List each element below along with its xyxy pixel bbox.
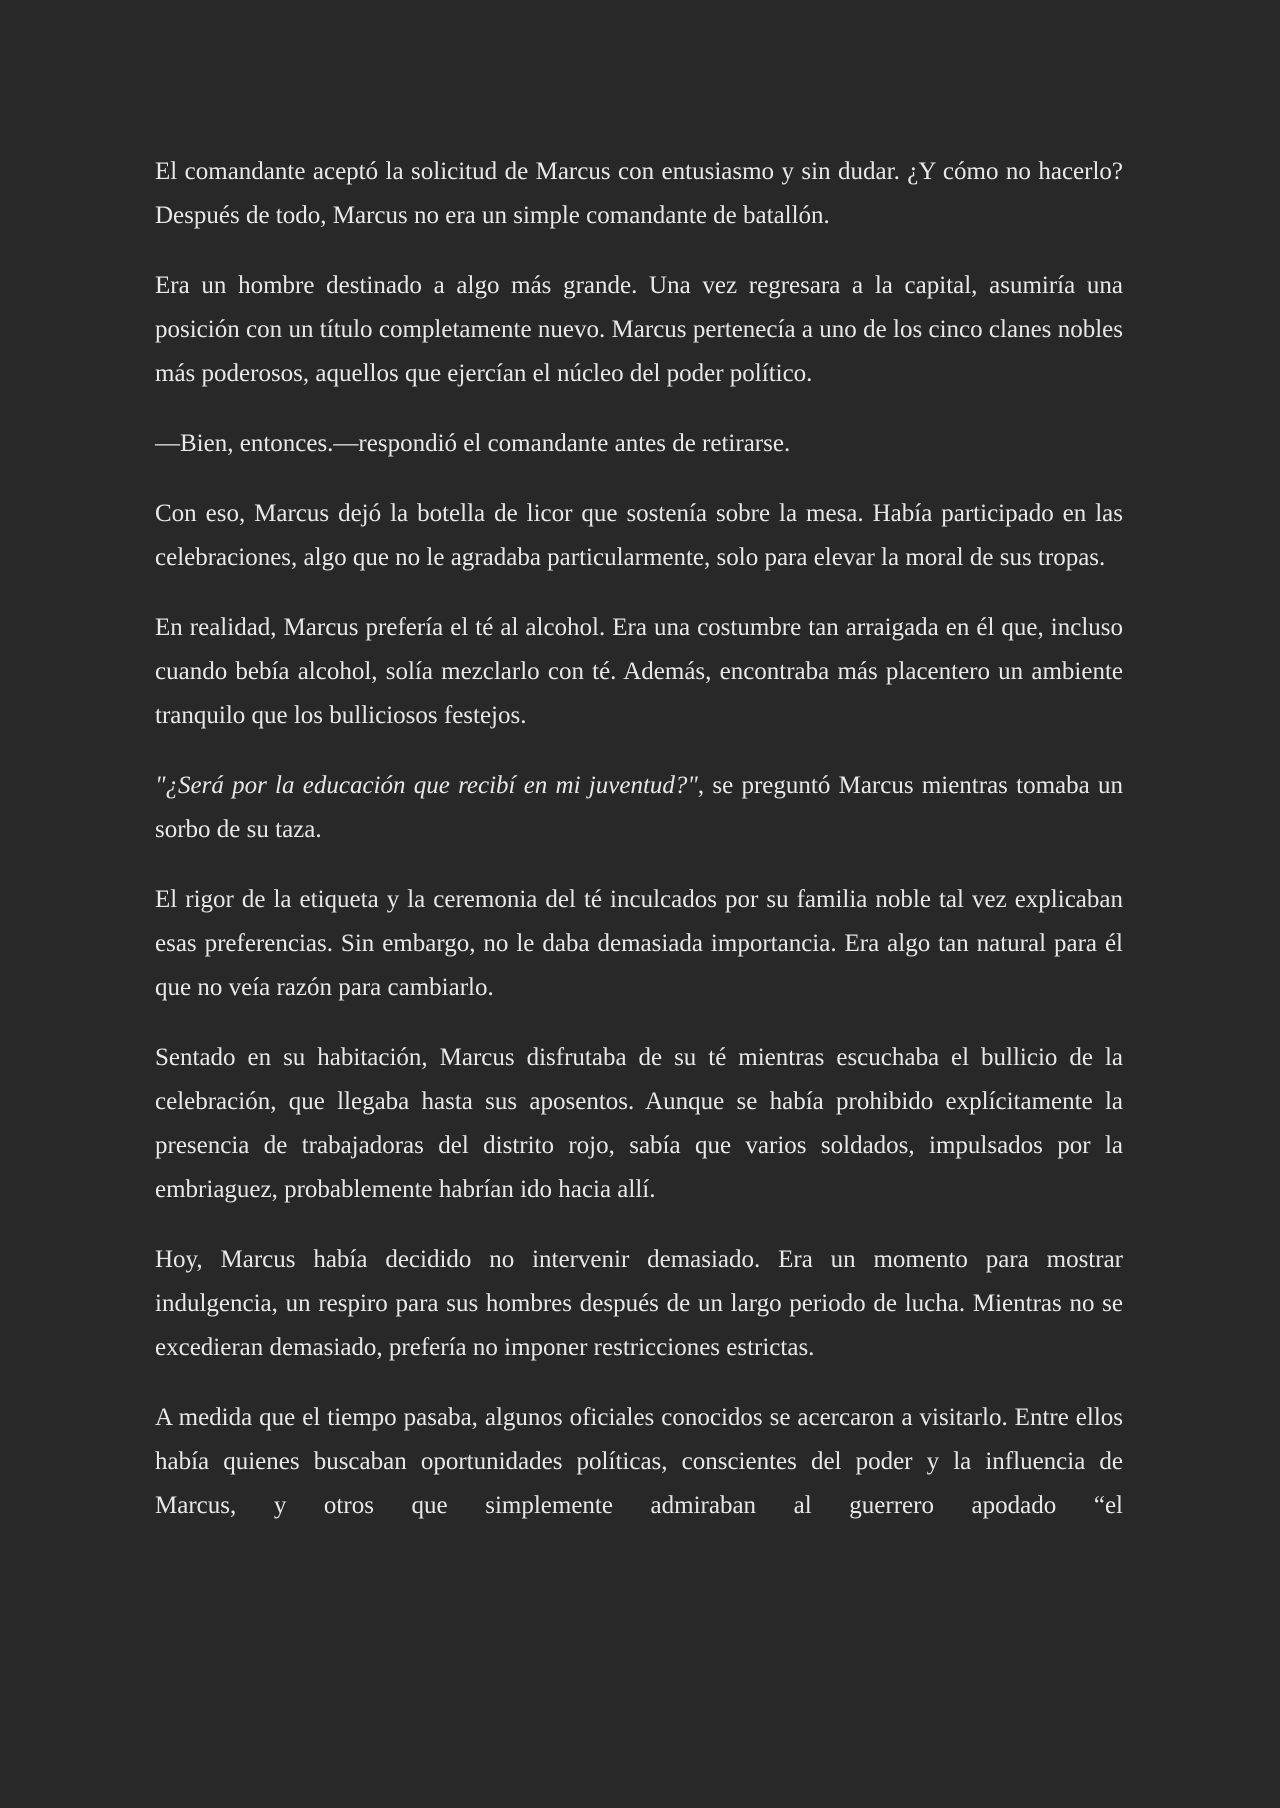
paragraph-last: A medida que el tiempo pasaba, algunos oficiales conocidos se acercaron a visitarlo. Entre ellos había quienes buscaban oportunidades políticas, conscientes del poder y la influencia de Marcus, y otros que simplemente admiraban al guerrero apodado “el — [155, 1404, 1123, 1519]
italic-thought: "¿Será por la educación que recibí en mi juventud?" — [155, 772, 698, 799]
paragraph: —Bien, entonces.—respondió el comandante antes de retirarse. — [155, 430, 791, 457]
document-page — [155, 150, 1123, 1554]
paragraph: Era un hombre destinado a algo más grande. Una vez regresara a la capital, asumiría una posición con un título completamente nuevo. Marcus pertenecía a uno de los cinco clanes nobles más poderosos, aquellos que ejercían el núcleo del poder político. — [155, 272, 1123, 387]
paragraph: Con eso, Marcus dejó la botella de licor que sostenía sobre la mesa. Había participado en las celebraciones, algo que no le agradaba particularmente, solo para elevar la moral de sus tropas. — [155, 500, 1123, 571]
paragraph: El rigor de la etiqueta y la ceremonia del té inculcados por su familia noble tal vez explicaban esas preferencias. Sin embargo, no le daba demasiada importancia. Era algo tan natural para él que no veía razón para cambiarlo. — [155, 886, 1123, 1001]
paragraph-thought — [155, 764, 1123, 852]
thought-continuation: , se preguntó Marcus mientras tomaba un sorbo de su taza. — [155, 772, 1123, 843]
paragraph: El comandante aceptó la solicitud de Marcus con entusiasmo y sin dudar. ¿Y cómo no hacerlo? Después de todo, Marcus no era un simple comandante de batallón. — [155, 158, 1123, 229]
paragraph: En realidad, Marcus prefería el té al alcohol. Era una costumbre tan arraigada en él que, incluso cuando bebía alcohol, solía mezclarlo con té. Además, encontraba más placentero un ambiente tranquilo que los bulliciosos festejos. — [155, 614, 1123, 729]
paragraph: Hoy, Marcus había decidido no intervenir demasiado. Era un momento para mostrar indulgencia, un respiro para sus hombres después de un largo periodo de lucha. Mientras no se excedieran demasiado, prefería no imponer restricciones estrictas. — [155, 1246, 1123, 1361]
paragraph: Sentado en su habitación, Marcus disfrutaba de su té mientras escuchaba el bullicio de la celebración, que llegaba hasta sus aposentos. Aunque se había prohibido explícitamente la presencia de trabajadoras del distrito rojo, sabía que varios soldados, impulsados por la embriaguez, probablemente habrían ido hacia allí. — [155, 1044, 1123, 1203]
